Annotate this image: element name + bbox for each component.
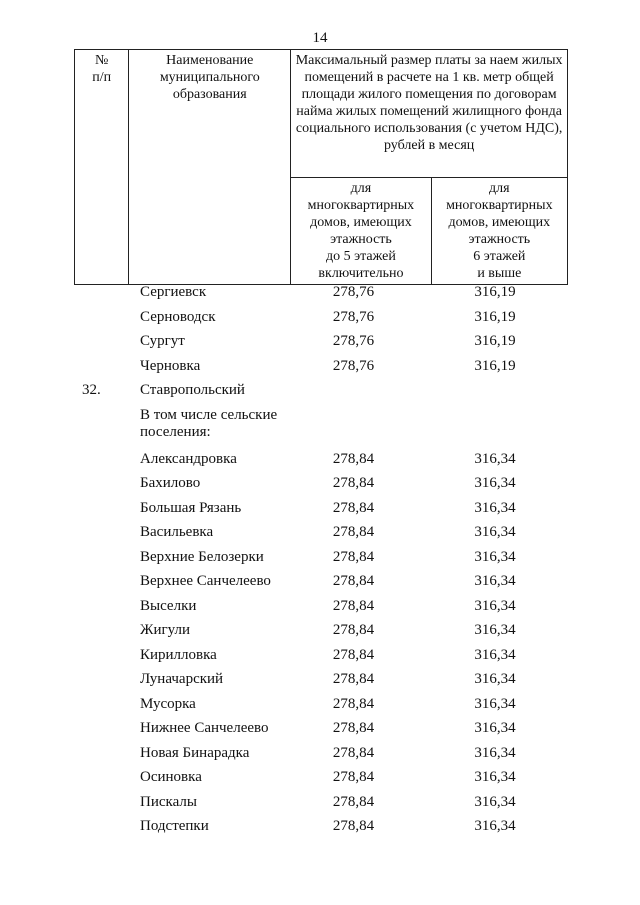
row-value-6-floors-plus: 316,19 (474, 357, 516, 374)
table-row (74, 816, 568, 841)
row-value-up-to-5-floors: 278,76 (332, 308, 375, 325)
row-value-up-to-5-floors: 278,84 (332, 695, 375, 712)
table-row (74, 620, 568, 645)
row-municipality-name: Мусорка (140, 695, 196, 712)
row-municipality-name: Пискалы (140, 793, 197, 810)
header-number (75, 50, 129, 285)
header-municipality-text: Наименование муниципального образования (159, 53, 260, 102)
row-municipality-name: Новая Бинарадка (140, 744, 250, 761)
row-value-6-floors-plus: 316,34 (474, 450, 516, 467)
row-value-up-to-5-floors: 278,84 (332, 573, 375, 589)
row-municipality-name: Черновка (140, 357, 201, 374)
row-value-up-to-5-floors: 278,84 (332, 475, 375, 491)
table-header (74, 49, 568, 285)
row-municipality-name: Подстепки (140, 818, 209, 834)
header-max-payment-text: Максимальный размер платы за наем жилых помещений в расчете на 1 кв. метр общей площади жилого помещения по договорам найма жилых помещений жилищного фонда социального использования (с учетом НДС), рублей в месяц (295, 53, 563, 153)
row-value-6-floors-plus: 316,34 (474, 769, 516, 785)
row-value-up-to-5-floors: 278,76 (332, 333, 375, 349)
row-municipality-name: Верхнее Санчелеево (140, 573, 271, 589)
table-row (74, 596, 568, 621)
table-row (74, 669, 568, 694)
page-number: 14 (312, 30, 328, 46)
table-row (74, 645, 568, 670)
row-value-up-to-5-floors: 278,84 (332, 597, 375, 614)
table-row (74, 522, 568, 547)
header-6-floors-plus (431, 178, 567, 285)
row-municipality-name: Бахилово (140, 475, 201, 491)
row-value-6-floors-plus: 316,34 (474, 573, 516, 589)
header-municipality (129, 50, 291, 285)
row-value-up-to-5-floors: 278,84 (332, 622, 375, 638)
table-row (74, 767, 568, 792)
table-row (74, 473, 568, 498)
row-value-up-to-5-floors: 278,84 (332, 818, 375, 834)
row-municipality-name: Серноводск (140, 308, 216, 325)
header-up-to-5-floors-text: для многоквартирных домов, имеющих этажность до 5 этажей включительно (307, 181, 415, 281)
header-up-to-5-floors (291, 178, 431, 285)
row-value-6-floors-plus: 316,34 (474, 793, 516, 810)
row-value-up-to-5-floors: 278,76 (332, 284, 375, 300)
table-row (74, 694, 568, 719)
row-value-up-to-5-floors: 278,84 (332, 646, 375, 663)
row-value-6-floors-plus: 316,34 (474, 548, 516, 565)
row-value-6-floors-plus: 316,19 (474, 333, 516, 349)
row-value-up-to-5-floors: 278,84 (332, 524, 375, 540)
row-number: 32. (82, 382, 101, 398)
header-max-payment (291, 50, 568, 178)
header-number-text: № п/п (92, 53, 112, 85)
row-municipality-name: Верхние Белозерки (140, 548, 264, 565)
table-row (74, 331, 568, 356)
table-row (74, 792, 568, 817)
table-row (74, 449, 568, 474)
row-municipality-name: Кирилловка (140, 646, 217, 663)
row-value-6-floors-plus: 316,34 (474, 744, 516, 761)
row-value-6-floors-plus: 316,34 (474, 622, 516, 638)
table-body (74, 282, 568, 841)
row-value-up-to-5-floors: 278,84 (332, 499, 375, 516)
row-value-6-floors-plus: 316,34 (474, 499, 516, 516)
row-municipality-name: Жигули (140, 622, 190, 638)
row-municipality-name: В том числе сельские поселения: (140, 406, 278, 440)
table-row (74, 307, 568, 332)
row-value-up-to-5-floors: 278,84 (332, 793, 375, 810)
row-value-up-to-5-floors: 278,84 (332, 671, 375, 687)
table-row (74, 282, 568, 307)
row-value-up-to-5-floors: 278,76 (332, 357, 375, 374)
row-municipality-name: Выселки (140, 597, 197, 614)
row-value-6-floors-plus: 316,34 (474, 720, 516, 736)
table-row (74, 547, 568, 572)
row-municipality-name: Сургут (140, 333, 185, 349)
table-row (74, 498, 568, 523)
header-6-floors-plus-text: для многоквартирных домов, имеющих этажность 6 этажей и выше (446, 181, 553, 281)
row-value-up-to-5-floors: 278,84 (332, 548, 375, 565)
row-value-6-floors-plus: 316,34 (474, 475, 516, 491)
table-row (74, 356, 568, 381)
row-value-up-to-5-floors: 278,84 (332, 450, 375, 467)
row-municipality-name: Осиновка (140, 769, 202, 785)
row-municipality-name: Сергиевск (140, 284, 207, 300)
row-value-6-floors-plus: 316,34 (474, 695, 516, 712)
row-value-up-to-5-floors: 278,84 (332, 769, 375, 785)
row-value-6-floors-plus: 316,34 (474, 524, 516, 540)
table-row (74, 571, 568, 596)
row-municipality-name: Большая Рязань (140, 499, 242, 516)
row-municipality-name: Васильевка (140, 524, 214, 540)
row-value-6-floors-plus: 316,19 (474, 308, 516, 325)
row-municipality-name: Ставропольский (140, 382, 245, 398)
row-value-6-floors-plus: 316,19 (474, 284, 516, 300)
row-value-up-to-5-floors: 278,84 (332, 720, 375, 736)
row-municipality-name: Луначарский (140, 671, 224, 687)
row-value-6-floors-plus: 316,34 (474, 597, 516, 614)
table-row (74, 405, 568, 449)
table-row (74, 743, 568, 768)
table-row (74, 718, 568, 743)
row-municipality-name: Александровка (140, 450, 237, 467)
table-row (74, 380, 568, 405)
row-value-6-floors-plus: 316,34 (474, 646, 516, 663)
row-value-up-to-5-floors: 278,84 (332, 744, 375, 761)
row-municipality-name: Нижнее Санчелеево (140, 720, 269, 736)
row-value-6-floors-plus: 316,34 (474, 818, 516, 834)
row-value-6-floors-plus: 316,34 (474, 671, 516, 687)
